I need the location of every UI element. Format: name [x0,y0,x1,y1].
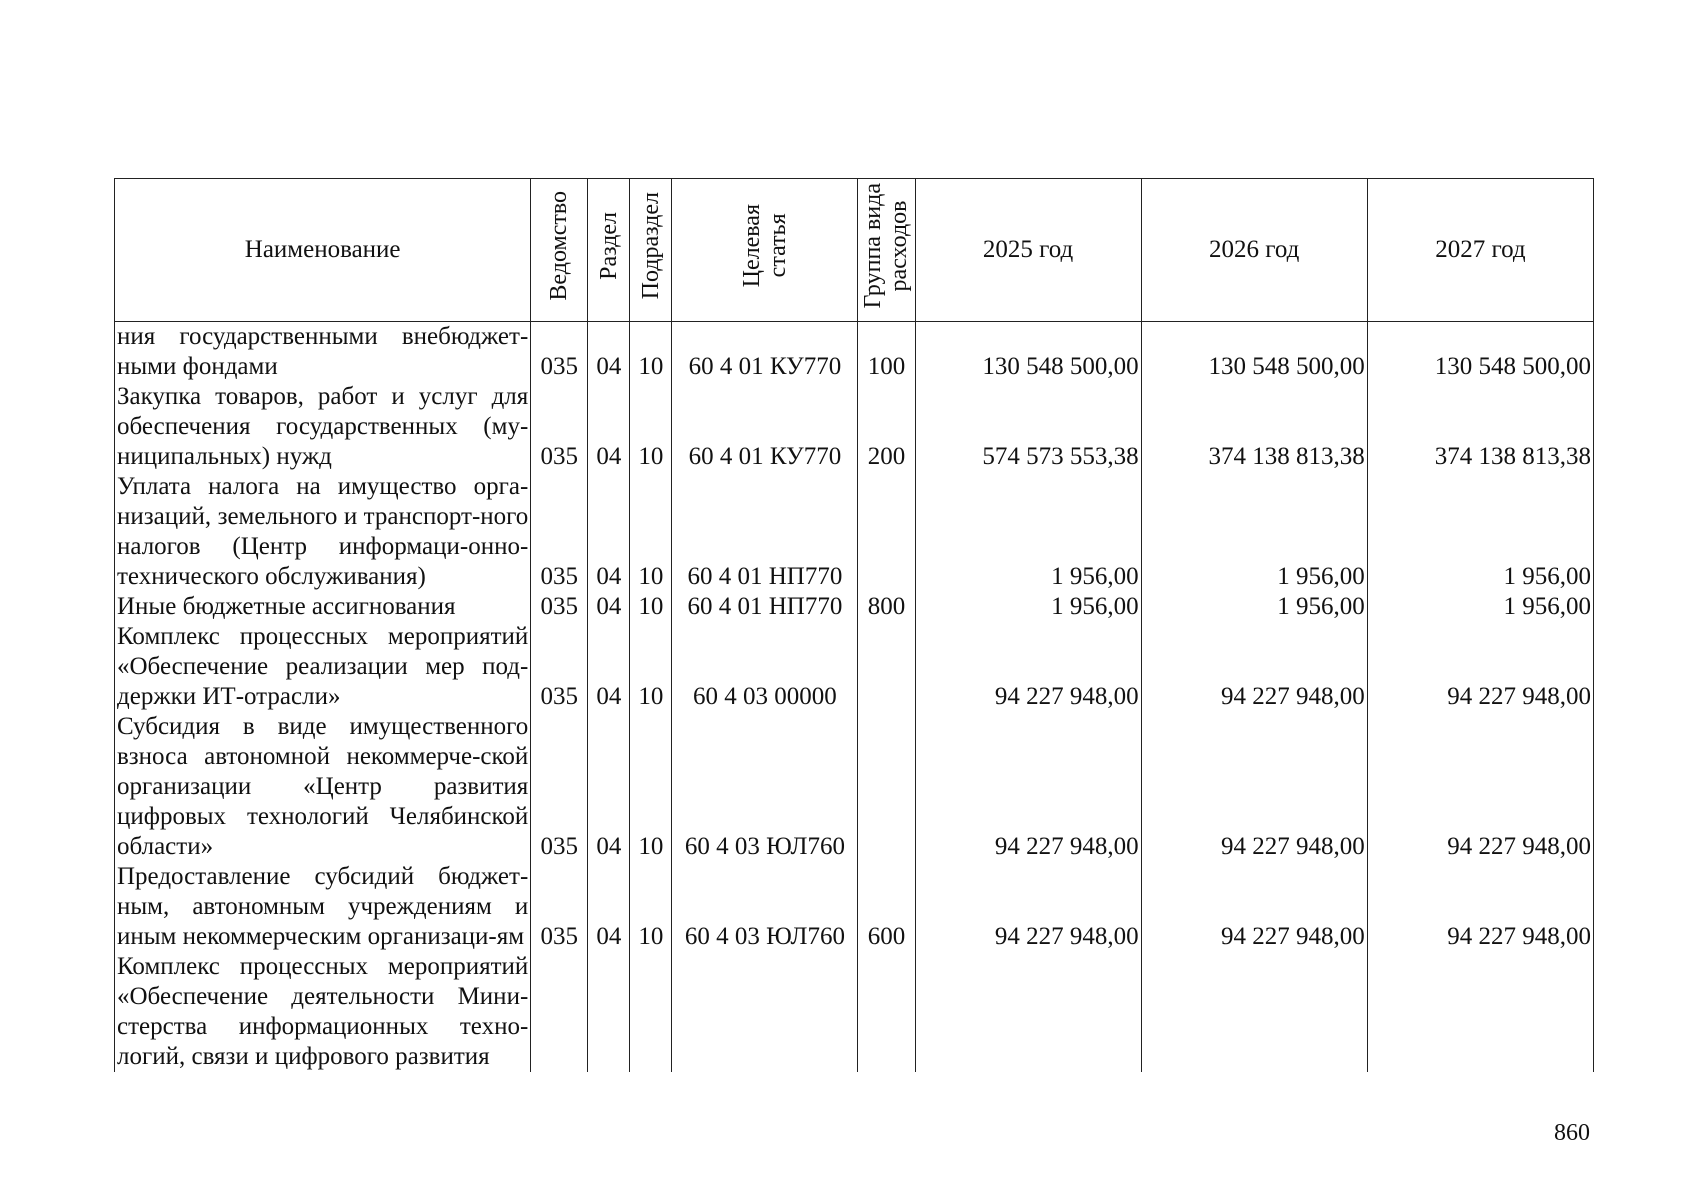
header-department-label: Ведомство [546,191,573,301]
cell-year-2025: 94 227 948,00 [915,712,1141,862]
cell-year-2026: 130 548 500,00 [1141,322,1367,383]
header-target-article-label [739,204,791,287]
cell-target-article: 60 4 03 ЮЛ760 [672,862,858,952]
cell-expense-group [858,472,915,592]
cell-year-2025: 94 227 948,00 [915,862,1141,952]
cell-subsection [630,952,672,1072]
cell-name: ния государственными внебюджет-ными фондами [115,322,531,383]
header-target-article-line2: статья [764,214,791,278]
cell-section: 04 [588,712,630,862]
cell-subsection: 10 [630,712,672,862]
cell-year-2027 [1367,952,1593,1072]
cell-year-2025 [915,952,1141,1072]
cell-year-2026: 374 138 813,38 [1141,382,1367,472]
cell-year-2025: 130 548 500,00 [915,322,1141,383]
cell-target-article: 60 4 01 НП770 [672,472,858,592]
cell-section: 04 [588,592,630,622]
cell-year-2026: 1 956,00 [1141,472,1367,592]
cell-section: 04 [588,382,630,472]
header-name-label: Наименование [244,236,401,263]
cell-year-2027: 1 956,00 [1367,592,1593,622]
header-expense-group [858,179,915,322]
cell-department: 035 [531,592,588,622]
cell-section [588,952,630,1072]
table-row [115,592,1594,622]
header-department [531,179,588,322]
cell-year-2026: 94 227 948,00 [1141,622,1367,712]
cell-department: 035 [531,862,588,952]
header-target-article-line1: Целевая [738,204,765,288]
header-year-2026 [1141,179,1367,322]
cell-subsection: 10 [630,592,672,622]
cell-department: 035 [531,472,588,592]
table-row [115,322,1594,383]
cell-name: Закупка товаров, работ и услуг для обеспечения государственных (му-ниципальных) нужд [115,382,531,472]
cell-department [531,952,588,1072]
cell-year-2027: 94 227 948,00 [1367,712,1593,862]
cell-subsection: 10 [630,382,672,472]
table-row [115,952,1594,1072]
header-name [115,179,531,322]
table-row [115,712,1594,862]
cell-section: 04 [588,862,630,952]
cell-subsection: 10 [630,472,672,592]
header-expense-group-line2: расходов [886,200,913,292]
cell-year-2026 [1141,952,1367,1072]
cell-expense-group: 200 [858,382,915,472]
cell-expense-group [858,712,915,862]
table-row [115,622,1594,712]
table-body [115,322,1594,1073]
cell-name: Уплата налога на имущество орга-низаций, земельного и транспорт-ного налогов (Центр информаци-онно-технического обслуживания) [115,472,531,592]
header-subsection [630,179,672,322]
cell-name: Субсидия в виде имущественного взноса автономной некоммерче-ской организации «Центр развития цифровых технологий Челябинской области» [115,712,531,862]
cell-expense-group: 600 [858,862,915,952]
cell-target-article: 60 4 01 КУ770 [672,322,858,383]
header-expense-group-label [860,183,912,308]
cell-year-2027: 374 138 813,38 [1367,382,1593,472]
cell-section: 04 [588,322,630,383]
table-row [115,472,1594,592]
cell-name: Комплекс процессных мероприятий «Обеспечение деятельности Мини-стерства информационных техно-логий, связи и цифрового развития [115,952,531,1072]
cell-target-article: 60 4 03 00000 [672,622,858,712]
cell-expense-group: 100 [858,322,915,383]
cell-name: Предоставление субсидий бюджет-ным, автономным учреждениям и иным некоммерческим организаци-ям [115,862,531,952]
header-year-2025 [915,179,1141,322]
cell-target-article: 60 4 01 КУ770 [672,382,858,472]
cell-subsection: 10 [630,622,672,712]
header-target-article [672,179,858,322]
page-number: 860 [1554,1120,1590,1146]
cell-year-2026: 94 227 948,00 [1141,712,1367,862]
cell-year-2027: 94 227 948,00 [1367,622,1593,712]
cell-year-2027: 130 548 500,00 [1367,322,1593,383]
cell-subsection: 10 [630,862,672,952]
cell-target-article: 60 4 01 НП770 [672,592,858,622]
header-year-2025-label: 2025 год [982,236,1074,263]
cell-expense-group [858,622,915,712]
cell-year-2026: 1 956,00 [1141,592,1367,622]
table-header-row [115,179,1594,322]
cell-department: 035 [531,712,588,862]
cell-name: Иные бюджетные ассигнования [115,592,531,622]
budget-table [114,178,1594,1072]
cell-expense-group: 800 [858,592,915,622]
cell-name: Комплекс процессных мероприятий «Обеспечение реализации мер под-держки ИТ-отрасли» [115,622,531,712]
cell-year-2027: 94 227 948,00 [1367,862,1593,952]
cell-expense-group [858,952,915,1072]
cell-year-2025: 574 573 553,38 [915,382,1141,472]
cell-target-article: 60 4 03 ЮЛ760 [672,712,858,862]
cell-department: 035 [531,622,588,712]
cell-year-2025: 1 956,00 [915,592,1141,622]
header-section-label: Раздел [595,212,622,280]
header-subsection-label: Подраздел [637,192,664,300]
cell-year-2025: 1 956,00 [915,472,1141,592]
cell-year-2027: 1 956,00 [1367,472,1593,592]
cell-year-2025: 94 227 948,00 [915,622,1141,712]
header-section [588,179,630,322]
cell-section: 04 [588,472,630,592]
header-year-2027-label: 2027 год [1435,236,1526,263]
cell-year-2026: 94 227 948,00 [1141,862,1367,952]
cell-target-article [672,952,858,1072]
header-year-2026-label: 2026 год [1209,236,1300,263]
table-row [115,862,1594,952]
table-row [115,382,1594,472]
cell-department: 035 [531,382,588,472]
header-expense-group-line1: Группа вида [860,183,887,309]
cell-subsection: 10 [630,322,672,383]
cell-department: 035 [531,322,588,383]
cell-section: 04 [588,622,630,712]
header-year-2027 [1367,179,1593,322]
